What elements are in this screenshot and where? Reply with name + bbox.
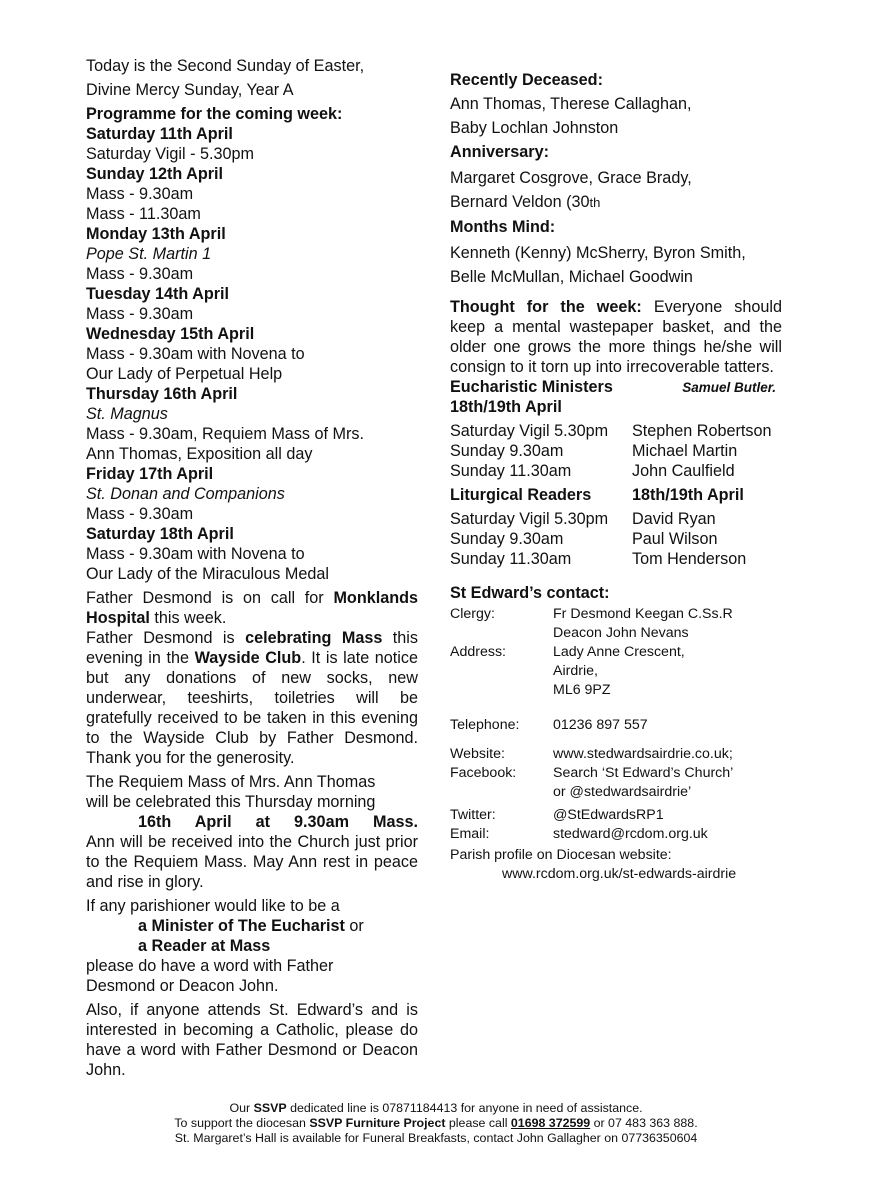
months-mind-line-2: Belle McMullan, Michael Goodwin	[450, 268, 693, 286]
saint-line: St. Donan and Companions	[86, 485, 285, 503]
table-row: Sunday 9.30am Paul Wilson	[450, 530, 718, 548]
ministers-table	[450, 421, 772, 481]
left-column	[86, 56, 418, 1080]
service-line: Mass - 11.30am	[86, 205, 201, 223]
service-line: Ann Thomas, Exposition all day	[86, 445, 313, 463]
eucharistic-ministers-heading: Eucharistic Ministers 18th/19th April	[450, 378, 613, 416]
footer	[0, 1101, 872, 1146]
service-line: Mass - 9.30am with Novena to	[86, 545, 305, 563]
wayside-notice: Father Desmond is celebrating Mass this evening in the Wayside Club. It is late notice but any donations of new socks, new underwear, teeshirts, toiletries will be gratefully received to be taken in this evening to the Wayside Club by Father Desmond. Thank you for the generosity.	[86, 629, 418, 767]
months-mind-heading: Months Mind:	[450, 218, 556, 236]
saint-line: Pope St. Martin 1	[86, 245, 212, 263]
readers-heading: Liturgical Readers 18th/19th April	[450, 486, 744, 504]
day-heading: Tuesday 14th April	[86, 285, 230, 303]
requiem-line-3: 16th April at 9.30am Mass.	[138, 813, 418, 831]
catholic-notice: Also, if anyone attends St. Edward’s and is interested in becoming a Catholic, please do have a word with Father Desmond or Deacon John.	[86, 1001, 418, 1079]
readers-table	[450, 509, 746, 569]
minister-line-2: a Minister of The Eucharist or	[138, 917, 364, 935]
anniversary-heading: Anniversary:	[450, 143, 549, 161]
requiem-line-4: Ann will be received into the Church just prior to the Requiem Mass. May Ann rest in peace and rise in glory.	[86, 833, 418, 891]
day-heading: Saturday 11th April	[86, 125, 233, 143]
service-line: Mass - 9.30am	[86, 185, 194, 203]
day-heading: Sunday 12th April	[86, 165, 224, 183]
service-line: Mass - 9.30am, Requiem Mass of Mrs.	[86, 425, 364, 443]
requiem-line-2: will be celebrated this Thursday morning	[86, 793, 376, 811]
saint-line: St. Magnus	[86, 405, 168, 423]
day-heading: Friday 17th April	[86, 465, 214, 483]
requiem-line-1: The Requiem Mass of Mrs. Ann Thomas	[86, 773, 376, 791]
anniversary-line-2: Bernard Veldon (30th	[450, 193, 601, 211]
thought-author: Samuel Butler.	[682, 380, 776, 395]
service-line: Mass - 9.30am with Novena to	[86, 345, 305, 363]
footer-line-3: St. Margaret’s Hall is available for Funeral Breakfasts, contact John Gallagher on 07736350604	[174, 1131, 698, 1145]
table-row: Sunday 11.30am Tom Henderson	[450, 550, 747, 568]
thought-for-week: Thought for the week: Everyone should keep a mental wastepaper basket, and the older one grows the more things he/she will consign to it torn up into irrecoverable tatters. Samuel Butler.	[450, 297, 782, 377]
minister-line-5: Desmond or Deacon John.	[86, 977, 279, 995]
parish-profile-url: www.rcdom.org.uk/st-edwards-airdrie	[502, 866, 737, 882]
service-line: Mass - 9.30am	[86, 505, 194, 523]
minister-line-4: please do have a word with Father	[86, 957, 334, 975]
programme-heading: Programme for the coming week:	[86, 105, 343, 123]
contact-table: Clergy: Fr Desmond Keegan C.Ss.R Deacon John Nevans Address: Lady Anne Crescent, Airdrie, ML6 9PZ Telephone: 01236 897 557 Website: www.stedwardsairdrie.co.uk; Facebook: Search ‘St Edward’s Church’ or @stedwardsairdrie’ Twitter: @StEdwardsRP1 Email: stedward@rcdom.org.uk	[450, 606, 734, 842]
table-row: Saturday Vigil 5.30pm Stephen Robertson	[450, 422, 772, 440]
minister-line-1: If any parishioner would like to be a	[86, 897, 340, 915]
intro-line-1: Today is the Second Sunday of Easter,	[86, 57, 365, 75]
deceased-line-1: Ann Thomas, Therese Callaghan,	[450, 95, 692, 113]
minister-line-3: a Reader at Mass	[138, 937, 271, 955]
table-row: Sunday 9.30am Michael Martin	[450, 442, 738, 460]
footer-line-1: Our SSVP dedicated line is 07871184413 for anyone in need of assistance.	[229, 1101, 643, 1115]
day-heading: Wednesday 15th April	[86, 325, 255, 343]
parish-profile-label: Parish profile on Diocesan website:	[450, 847, 672, 863]
service-line: Mass - 9.30am	[86, 305, 194, 323]
right-column	[450, 70, 782, 884]
footer-line-2: To support the diocesan SSVP Furniture Project please call 01698 372599 or 07 483 363 888.	[174, 1116, 698, 1130]
contact-heading: St Edward’s contact:	[450, 584, 610, 602]
intro-line-2: Divine Mercy Sunday, Year A	[86, 81, 294, 99]
deceased-line-2: Baby Lochlan Johnston	[450, 119, 619, 137]
service-line: Our Lady of the Miraculous Medal	[86, 565, 329, 583]
months-mind-line-1: Kenneth (Kenny) McSherry, Byron Smith,	[450, 244, 746, 262]
table-row: Saturday Vigil 5.30pm David Ryan	[450, 510, 716, 528]
table-row: Sunday 11.30am John Caulfield	[450, 462, 735, 480]
day-heading: Monday 13th April	[86, 225, 226, 243]
anniversary-line-1: Margaret Cosgrove, Grace Brady,	[450, 169, 692, 187]
service-line: Our Lady of Perpetual Help	[86, 365, 283, 383]
day-heading: Saturday 18th April	[86, 525, 234, 543]
oncall-notice: Father Desmond is on call for Monklands Hospital this week.	[86, 589, 418, 627]
deceased-heading: Recently Deceased:	[450, 71, 603, 89]
service-line: Saturday Vigil - 5.30pm	[86, 145, 254, 163]
day-heading: Thursday 16th April	[86, 385, 238, 403]
service-line: Mass - 9.30am	[86, 265, 194, 283]
